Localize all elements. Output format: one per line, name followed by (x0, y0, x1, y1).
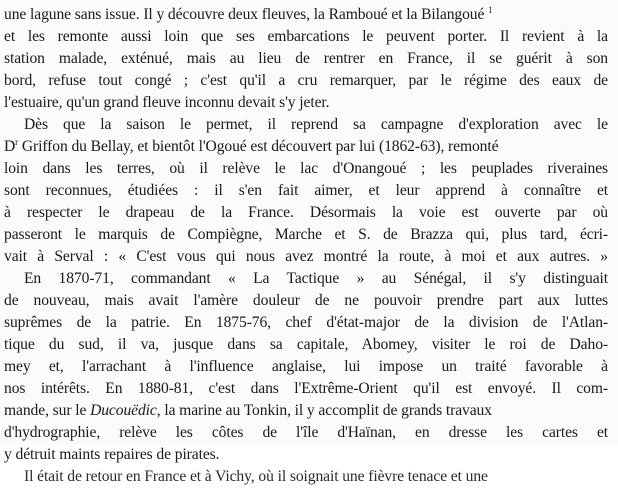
text-line-10: à respecter le drapeau de la France. Désormais la voie est ouverte par où (4, 204, 608, 221)
text-line-16: tique du sud, il va, jusque dans sa capitale, Abomey, visiter le roi de Daho- (4, 336, 608, 353)
ship-name: Ducouëdic (90, 402, 157, 419)
doctor-abbrev-sup: r (15, 136, 19, 147)
text-line-9: sont reconnues, étudiées : il s'en fait aimer, et leur apprend à connaître et (4, 182, 608, 199)
text-line-17: mey et, l'arrachant à l'influence anglaise, lui impose un traité favorable à (4, 358, 608, 375)
text-line-20: d'hydrographie, relève les côtes de l'île d'Haïnan, en dresse les cartes et (4, 424, 608, 441)
text-line-6: Dès que la saison le permet, il reprend sa campagne d'exploration avec le (24, 116, 608, 133)
text-line-11: passeront le marquis de Compiègne, Marche et S. de Brazza qui, plus tard, écri- (4, 226, 608, 243)
text-line-5: l'estuaire, qu'un grand fleuve inconnu devait s'y jeter. (4, 94, 330, 111)
text-line-4: bord, refuse tout congé ; c'est qu'il a cru remarquer, par le régime des eaux de (4, 72, 608, 89)
text-line-13: En 1870-71, commandant « La Tactique » au Sénégal, il s'y distinguait (24, 270, 608, 287)
footnote-mark: 1 (488, 4, 493, 15)
text-line-8: loin dans les terres, où il relève le lac d'Onangoué ; les peuplades riveraines (4, 160, 608, 177)
text-line-14: de nouveau, mais avait l'amère douleur de ne pouvoir prendre part aux luttes (4, 292, 608, 309)
doctor-abbrev: D (4, 138, 16, 155)
text-line-18: nos intérêts. En 1880-81, c'est dans l'Extrême-Orient qu'il est envoyé. Il com- (4, 380, 608, 397)
text-line-21: y détruit maints repaires de pirates. (4, 446, 220, 463)
text-line-1-main: une lagune sans issue. Il y découvre deux fleuves, la Ramboué et la Bilangoué (4, 6, 485, 23)
text-line-cut: Il était de retour en France et à Vichy, où il soignait une fièvre tenace et une (24, 468, 488, 485)
text-line-12: vait à Serval : « C'est vous qui nous avez montré la route, à moi et aux autres. » (4, 248, 608, 265)
text-line-19-end: , la marine au Tonkin, il y accomplit de grands travaux (156, 402, 492, 419)
text-line-15: suprêmes de la patrie. En 1875-76, chef d'état-major de la division de l'Atlan- (4, 314, 608, 331)
text-line-1 (4, 4, 608, 26)
text-line-7 (4, 136, 608, 158)
text-line-3: station malade, exténué, mais au lieu de rentrer en France, il se guérit à son (4, 50, 608, 67)
text-line-19 (4, 400, 608, 422)
text-line-2: et les remonte aussi loin que ses embarcations le peuvent porter. Il revient à la (4, 28, 608, 45)
text-line-19-start: mande, sur le (4, 402, 91, 419)
text-line-7-main: Griffon du Bellay, et bientôt l'Ogoué est découvert par lui (1862-63), remonté (18, 138, 499, 155)
